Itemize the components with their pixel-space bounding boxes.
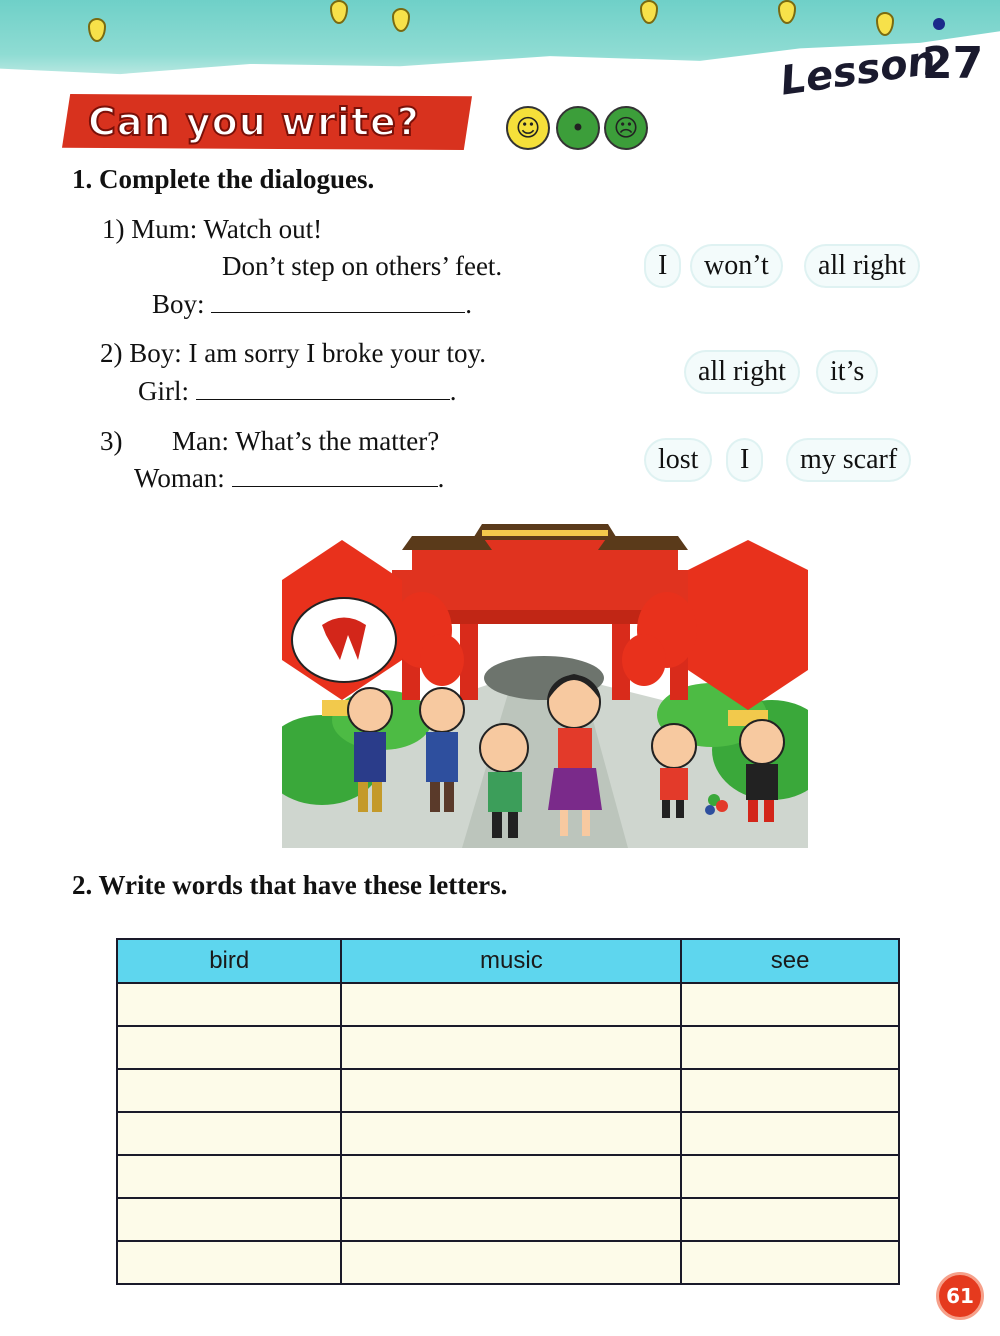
dialogue1-number: 1)	[102, 214, 125, 244]
happy-face-icon: ☺	[506, 106, 550, 150]
word-bubble: it’s	[818, 352, 876, 392]
column-header-bird: bird	[117, 939, 341, 983]
table-cell[interactable]	[681, 983, 899, 1026]
table-row	[117, 1241, 899, 1284]
dialogue1-mum-speaker: Mum:	[131, 214, 198, 244]
dialogue3-line1	[100, 426, 439, 457]
word-bubble: my scarf	[788, 440, 909, 480]
table-cell[interactable]	[117, 1198, 341, 1241]
section2-heading: 2. Write words that have these letters.	[72, 870, 508, 900]
table-cell[interactable]	[341, 1155, 681, 1198]
table-cell[interactable]	[341, 1112, 681, 1155]
section1-heading: 1. Complete the dialogues.	[72, 164, 375, 194]
table-row	[117, 1069, 899, 1112]
table-cell[interactable]	[341, 983, 681, 1026]
word-bubble: lost	[646, 440, 710, 480]
word-bubble: won’t	[692, 246, 781, 286]
dialogue1-boy-speaker: Boy:	[152, 289, 205, 319]
table-row	[117, 1155, 899, 1198]
table-cell[interactable]	[341, 1069, 681, 1112]
dialogue2-end: .	[449, 376, 457, 406]
dialogue1-answer-blank[interactable]	[211, 292, 465, 313]
dialogue1-end: .	[465, 289, 473, 319]
dialogue3-woman-speaker: Woman:	[134, 463, 225, 493]
dialogue1-line1	[102, 214, 322, 245]
word-bubble: I	[646, 246, 679, 286]
table-cell[interactable]	[117, 1241, 341, 1284]
table-cell[interactable]	[681, 1026, 899, 1069]
column-header-see: see	[681, 939, 899, 983]
table-cell[interactable]	[341, 1241, 681, 1284]
lesson-number: 27	[922, 38, 984, 89]
table-cell[interactable]	[117, 1155, 341, 1198]
word-bubble: all right	[806, 246, 918, 286]
dialogue2-line1	[100, 338, 486, 369]
dialogue1-mum-line1: Watch out!	[203, 214, 323, 244]
dialogue1-boy-line	[152, 289, 472, 320]
table-header-row	[117, 939, 899, 983]
word-bubble: all right	[686, 352, 798, 392]
dialogue3-woman-line	[134, 463, 444, 494]
lesson-word: Lesson	[777, 37, 939, 105]
dialogue3-man-line: What’s the matter?	[235, 426, 440, 456]
word-bubble: I	[728, 440, 761, 480]
table-row	[117, 1112, 899, 1155]
dialogue3-man-speaker: Man:	[172, 426, 229, 456]
dialogue1-mum-line2: Don’t step on others’ feet.	[222, 251, 503, 281]
sad-face-icon: ☹	[604, 106, 648, 150]
table-cell[interactable]	[681, 1112, 899, 1155]
neutral-face-icon: •	[556, 106, 600, 150]
dialogue3-end: .	[437, 463, 445, 493]
table-cell[interactable]	[681, 1069, 899, 1112]
page-number-badge: 61	[936, 1272, 984, 1320]
page-title: Can you write?	[88, 100, 420, 144]
pin-icon	[933, 18, 945, 30]
dialogue3-number: 3)	[100, 426, 123, 456]
table-row	[117, 1026, 899, 1069]
dialogue2-girl-line	[138, 376, 457, 407]
table-row	[117, 983, 899, 1026]
dialogue2-girl-speaker: Girl:	[138, 376, 189, 406]
dialogue2-number: 2)	[100, 338, 123, 368]
table-cell[interactable]	[341, 1026, 681, 1069]
table-cell[interactable]	[117, 1069, 341, 1112]
table-row	[117, 1198, 899, 1241]
dialogue2-boy-line: I am sorry I broke your toy.	[188, 338, 486, 368]
words-table	[116, 938, 900, 1285]
park-gate-illustration	[282, 510, 808, 848]
table-cell[interactable]	[117, 983, 341, 1026]
lesson-label	[777, 37, 984, 105]
dialogue2-boy-speaker: Boy:	[129, 338, 182, 368]
table-cell[interactable]	[341, 1198, 681, 1241]
table-cell[interactable]	[117, 1026, 341, 1069]
table-cell[interactable]	[681, 1155, 899, 1198]
table-cell[interactable]	[117, 1112, 341, 1155]
table-cell[interactable]	[681, 1198, 899, 1241]
dialogue2-answer-blank[interactable]	[196, 379, 450, 400]
dialogue3-answer-blank[interactable]	[232, 466, 438, 487]
table-cell[interactable]	[681, 1241, 899, 1284]
column-header-music: music	[341, 939, 681, 983]
